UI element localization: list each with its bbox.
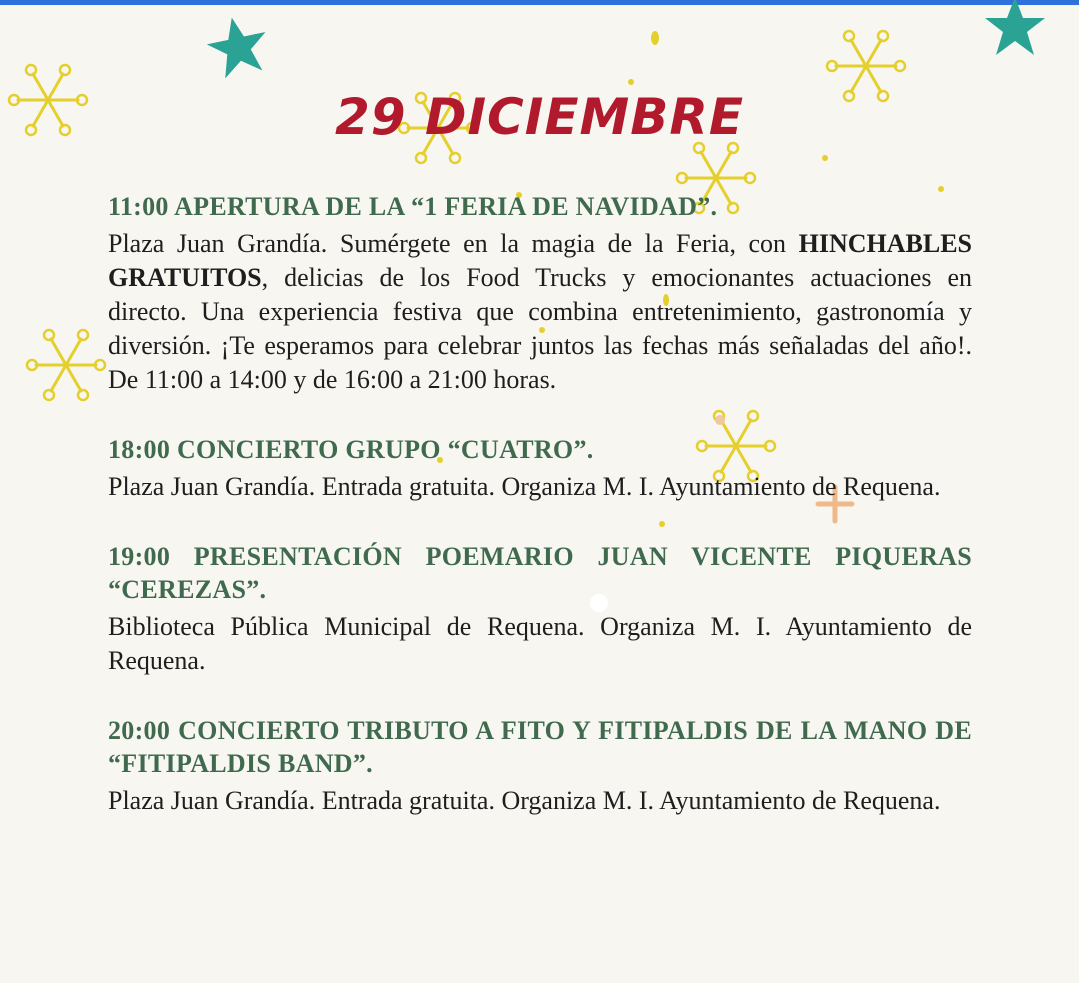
teal-star-icon [985, 0, 1045, 55]
event-item [108, 540, 972, 678]
event-title: 11:00 APERTURA DE LA “1 FERIA DE NAVIDAD”. [108, 192, 718, 221]
page-title: 29 DICIEMBRE [334, 88, 745, 146]
event-description [108, 227, 972, 397]
event-item [108, 433, 972, 504]
event-description-text: Plaza Juan Grandía. Sumérgete en la magia de la Feria, con [108, 229, 799, 258]
event-description: Plaza Juan Grandía. Entrada gratuita. Organiza M. I. Ayuntamiento de Requena. [108, 472, 941, 501]
yellow-sparkle-icon [27, 330, 105, 400]
event-description-text: , delicias de los Food Trucks y emocionantes actuaciones en directo. Una experiencia festiva que combina entretenimiento, gastronomía y diversión. ¡Te esperamos para celebrar juntos las fechas más señaladas del año!. De 11:00 a 14:00 y de 16:00 a 21:00 horas. [108, 263, 972, 394]
event-list [108, 190, 972, 854]
teal-star-icon [202, 11, 273, 80]
event-description: Biblioteca Pública Municipal de Requena. Organiza M. I. Ayuntamiento de Requena. [108, 612, 972, 675]
event-item [108, 714, 972, 818]
event-title: 20:00 CONCIERTO TRIBUTO A FITO Y FITIPALDIS DE LA MANO DE “FITIPALDIS BAND”. [108, 716, 972, 778]
event-item [108, 190, 972, 397]
event-title: 18:00 CONCIERTO GRUPO “CUATRO”. [108, 435, 594, 464]
event-description-highlight: HINCHABLES GRATUITOS [108, 229, 972, 292]
event-title: 19:00 PRESENTACIÓN POEMARIO JUAN VICENTE PIQUERAS “CEREZAS”. [108, 542, 972, 604]
event-description: Plaza Juan Grandía. Entrada gratuita. Organiza M. I. Ayuntamiento de Requena. [108, 786, 941, 815]
